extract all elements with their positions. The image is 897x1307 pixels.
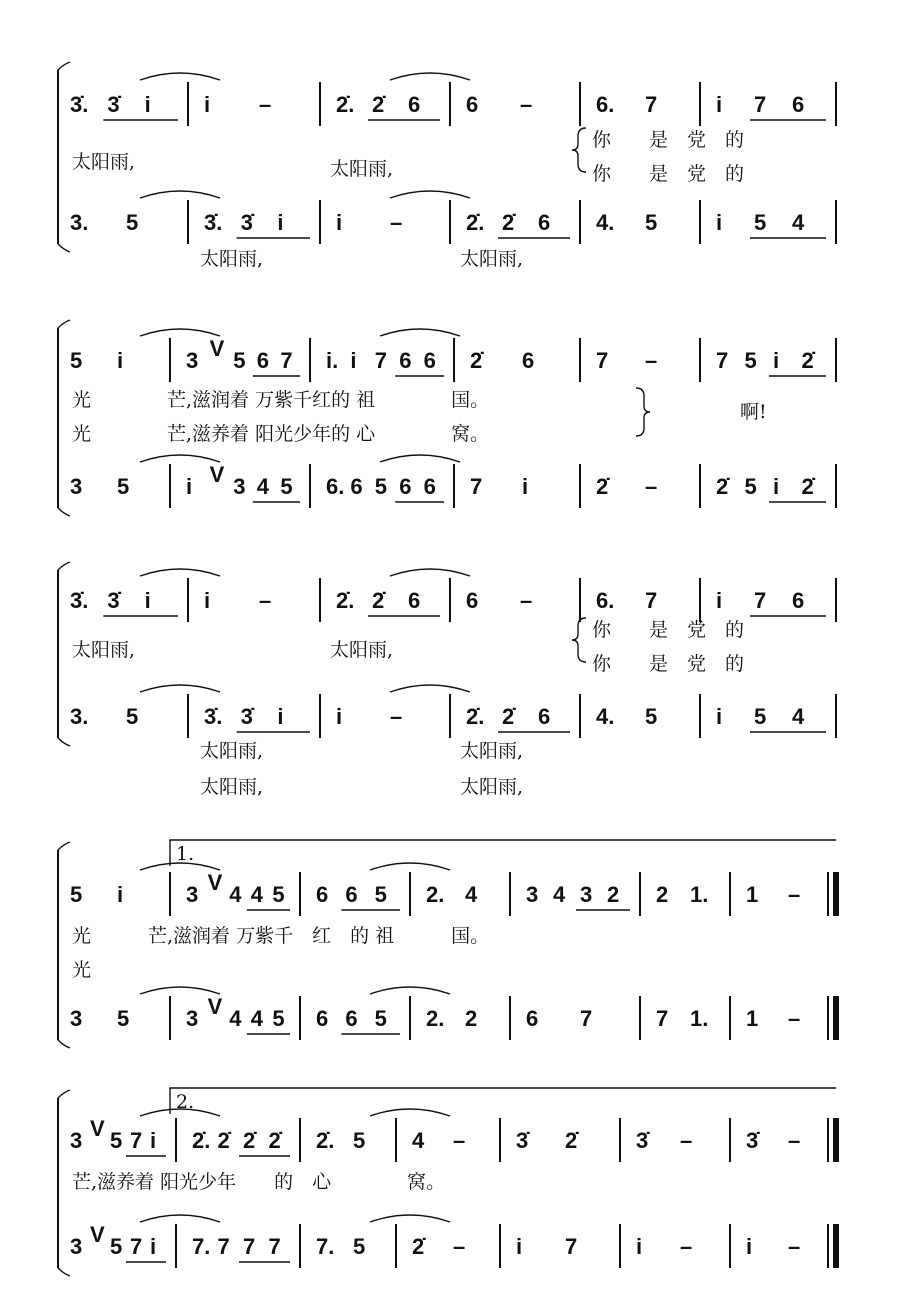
note: i: [336, 704, 343, 729]
dash-extension: –: [259, 92, 272, 117]
note: 5: [70, 882, 83, 907]
note: 2: [656, 882, 669, 907]
note: 3: [233, 474, 246, 499]
note: 3̇: [240, 210, 253, 235]
note: 2̇.: [466, 704, 485, 729]
note: 7: [565, 1234, 578, 1259]
dash-extension: –: [520, 588, 533, 613]
dash-extension: –: [520, 92, 533, 117]
lyric-line: 啊!: [740, 401, 767, 423]
note: 3̇.: [70, 92, 89, 117]
note: 2̇.: [466, 210, 485, 235]
lyric-line: 太阳雨,: [200, 776, 264, 798]
slur: [390, 685, 470, 692]
note: 6: [408, 92, 421, 117]
note: i: [204, 588, 211, 613]
note: 4: [229, 882, 242, 907]
note: 3.: [70, 704, 89, 729]
bracket-hook: [58, 62, 70, 252]
dash-extension: –: [390, 210, 403, 235]
note: 3: [70, 1006, 83, 1031]
verse-brace: [572, 618, 586, 662]
note: i: [773, 348, 780, 373]
note: 5: [374, 1006, 387, 1031]
note: 2̇.: [192, 1128, 211, 1153]
note: 6: [350, 474, 363, 499]
note: 6: [792, 588, 805, 613]
note: 4: [465, 882, 478, 907]
note: 4.: [596, 704, 615, 729]
note: 2̇: [243, 1128, 256, 1153]
note: 3: [186, 1006, 199, 1031]
note: 7: [580, 1006, 593, 1031]
breath-mark: V: [90, 1222, 105, 1247]
note: 1.: [690, 882, 709, 907]
note: 3.: [70, 210, 89, 235]
note: 6: [423, 348, 436, 373]
bracket-hook: [58, 562, 70, 746]
slur: [380, 455, 460, 462]
lyric-line: 你 是 党 的: [592, 163, 745, 185]
slur: [140, 685, 220, 692]
lyric-line: 太阳雨,: [330, 158, 394, 180]
slur: [140, 1215, 220, 1222]
note: 2̇: [596, 474, 609, 499]
lyric-line: 光 芒,滋润着 万紫千红的 祖 国。: [72, 389, 490, 411]
note: i: [716, 588, 723, 613]
note: 3̇: [240, 704, 253, 729]
slur: [140, 455, 220, 462]
system: [58, 840, 836, 1048]
note: 4: [250, 882, 264, 907]
note: 5: [110, 1128, 123, 1153]
slur: [140, 569, 220, 576]
note: 7: [754, 588, 767, 613]
note: 6: [399, 474, 412, 499]
note: 1: [746, 1006, 759, 1031]
note: 3̇.: [204, 704, 223, 729]
verse-brace: [572, 128, 586, 172]
note: 3: [580, 882, 593, 907]
note: 6.: [596, 588, 615, 613]
lyric-line: 太阳雨,: [460, 776, 524, 798]
note: 2̇: [565, 1128, 578, 1153]
note: 2̇: [372, 588, 385, 613]
note: 7: [130, 1234, 143, 1259]
breath-mark: V: [209, 462, 225, 487]
lyric-line: 太阳雨,: [460, 248, 524, 270]
note: 2.: [426, 882, 445, 907]
note: i: [522, 474, 529, 499]
note: 5: [374, 474, 388, 499]
lyric-line: 太阳雨,: [200, 740, 264, 762]
note: 7: [596, 348, 609, 373]
note: 6: [538, 704, 551, 729]
note: 6: [792, 92, 805, 117]
note: i: [277, 210, 284, 235]
note: 2̇: [372, 92, 385, 117]
note: 6: [345, 882, 358, 907]
note: 1: [746, 882, 759, 907]
note: 7: [280, 348, 293, 373]
note: 3̇.: [204, 210, 223, 235]
system: [58, 62, 836, 270]
slur: [380, 329, 460, 336]
note: 6.: [326, 474, 345, 499]
note: 5: [744, 348, 757, 373]
lyric-line: 太阳雨,: [72, 639, 136, 661]
note: 7: [645, 92, 658, 117]
note: 7: [656, 1006, 669, 1031]
dash-extension: –: [788, 1128, 801, 1153]
dash-extension: –: [788, 1234, 801, 1259]
dash-extension: –: [645, 348, 658, 373]
breath-mark: V: [209, 336, 225, 361]
note: 7: [243, 1234, 256, 1259]
note: 2̇.: [316, 1128, 335, 1153]
slur: [370, 1215, 450, 1222]
note: 7: [217, 1234, 230, 1259]
note: 5: [280, 474, 293, 499]
lyric-line: 你 是 党 的: [592, 619, 745, 641]
note: 6: [408, 588, 421, 613]
volta-bracket: [170, 1088, 836, 1114]
dash-extension: –: [453, 1128, 466, 1153]
dash-extension: –: [680, 1128, 693, 1153]
note: 7: [374, 348, 388, 373]
slur: [140, 73, 220, 80]
note: 4: [412, 1128, 425, 1153]
note: i: [516, 1234, 523, 1259]
dash-extension: –: [453, 1234, 466, 1259]
lyric-line: 光: [72, 959, 92, 981]
lyric-line: 芒,滋养着 阳光少年 的 心 窝。: [72, 1171, 446, 1193]
note: 3̇: [107, 588, 120, 613]
note: 7.: [316, 1234, 335, 1259]
bracket-hook: [58, 1090, 70, 1276]
slur: [370, 1109, 450, 1116]
note: i: [144, 92, 151, 117]
note: i: [144, 588, 151, 613]
note: 6: [466, 92, 479, 117]
note: 2̇: [801, 474, 814, 499]
note: 3̇: [636, 1128, 649, 1153]
note: i: [350, 348, 357, 373]
note: 2̇: [268, 1128, 281, 1153]
note: 5: [117, 474, 130, 499]
system: [58, 1088, 836, 1276]
note: i: [186, 474, 193, 499]
lyric-line: 你 是 党 的: [592, 653, 745, 675]
note: 4: [792, 704, 805, 729]
dash-extension: –: [645, 474, 658, 499]
note: 4: [553, 882, 566, 907]
note: 7: [268, 1234, 281, 1259]
breath-mark: V: [207, 870, 223, 895]
slur: [370, 863, 450, 870]
note: 5: [754, 210, 767, 235]
slur: [390, 191, 470, 198]
note: 4: [792, 210, 805, 235]
note: 5: [272, 1006, 285, 1031]
note: 3: [186, 882, 199, 907]
note: 5: [645, 210, 658, 235]
lyric-line: 光 芒,滋养着 阳光少年的 心 窝。: [72, 423, 490, 445]
breath-mark: V: [90, 1116, 105, 1141]
note: 3: [70, 1128, 83, 1153]
note: 4: [250, 1006, 264, 1031]
note: 7: [470, 474, 483, 499]
note: 2̇: [470, 348, 483, 373]
note: 6: [316, 882, 329, 907]
note: 2̇: [801, 348, 814, 373]
lyric-line: 光 芒,滋润着 万紫千 红 的 祖 国。: [72, 925, 490, 947]
dash-extension: –: [680, 1234, 693, 1259]
note: 3: [186, 348, 199, 373]
note: 2̇: [716, 474, 729, 499]
note: 5: [126, 210, 139, 235]
dash-extension: –: [390, 704, 403, 729]
note: 7: [130, 1128, 143, 1153]
note: i: [150, 1234, 157, 1259]
note: 6.: [596, 92, 615, 117]
note: 5: [754, 704, 767, 729]
note: 2̇.: [336, 588, 355, 613]
note: 5: [70, 348, 83, 373]
note: 2.: [426, 1006, 445, 1031]
verse-brace: [636, 388, 650, 436]
note: i: [746, 1234, 753, 1259]
note: 2̇: [502, 210, 515, 235]
note: 2: [607, 882, 620, 907]
slur: [390, 569, 470, 576]
note: i: [150, 1128, 157, 1153]
note: 6: [466, 588, 479, 613]
note: 6: [399, 348, 412, 373]
dash-extension: –: [788, 1006, 801, 1031]
note: 7.: [192, 1234, 211, 1259]
note: i: [716, 210, 723, 235]
note: 5: [353, 1234, 366, 1259]
note: 3̇: [516, 1128, 529, 1153]
note: 1.: [690, 1006, 709, 1031]
note: 2̇: [502, 704, 515, 729]
note: i: [636, 1234, 643, 1259]
lyric-line: 太阳雨,: [460, 740, 524, 762]
lyric-line: 太阳雨,: [72, 151, 136, 173]
note: i: [336, 210, 343, 235]
bracket-hook: [58, 842, 70, 1048]
breath-mark: V: [207, 994, 223, 1019]
bracket-hook: [58, 320, 70, 516]
note: 2̇.: [336, 92, 355, 117]
volta-bracket: [170, 840, 836, 866]
note: 7: [716, 348, 729, 373]
note: 7: [645, 588, 658, 613]
note: 4.: [596, 210, 615, 235]
note: 4: [256, 474, 270, 499]
note: i: [716, 704, 723, 729]
note: i: [117, 348, 124, 373]
slur: [140, 329, 220, 336]
note: 5: [117, 1006, 130, 1031]
note: 2: [465, 1006, 478, 1031]
note: 6: [423, 474, 436, 499]
slur: [140, 191, 220, 198]
volta-number: 2.: [176, 1091, 195, 1113]
note: i: [204, 92, 211, 117]
note: 6: [538, 210, 551, 235]
note: 3: [526, 882, 539, 907]
note: 6: [345, 1006, 358, 1031]
lyric-line: 太阳雨,: [330, 639, 394, 661]
note: 6: [316, 1006, 329, 1031]
system: [58, 320, 836, 516]
note: 5: [645, 704, 658, 729]
note: 3̇: [746, 1128, 759, 1153]
note: 2̇: [412, 1234, 425, 1259]
note: i: [117, 882, 124, 907]
slur: [140, 987, 220, 994]
note: 5: [233, 348, 246, 373]
note: 5: [126, 704, 139, 729]
dash-extension: –: [259, 588, 272, 613]
volta-number: 1.: [176, 843, 195, 865]
note: 5: [374, 882, 387, 907]
note: 6: [256, 348, 270, 373]
note: 3̇: [107, 92, 120, 117]
note: i: [716, 92, 723, 117]
lyric-line: 太阳雨,: [200, 248, 264, 270]
note: 6: [526, 1006, 539, 1031]
note: 6: [522, 348, 535, 373]
slur: [390, 73, 470, 80]
dash-extension: –: [788, 882, 801, 907]
note: 5: [353, 1128, 366, 1153]
note: 3̇.: [70, 588, 89, 613]
note: 7: [754, 92, 767, 117]
note: i: [277, 704, 284, 729]
slur: [370, 987, 450, 994]
system: [58, 562, 836, 798]
note: 5: [272, 882, 285, 907]
note: 2̇: [217, 1128, 230, 1153]
note: 3: [70, 474, 83, 499]
note: 3: [70, 1234, 83, 1259]
note: i.: [326, 348, 339, 373]
lyric-line: 你 是 党 的: [592, 129, 745, 151]
note: i: [773, 474, 780, 499]
note: 5: [744, 474, 757, 499]
note: 5: [110, 1234, 123, 1259]
note: 4: [229, 1006, 242, 1031]
